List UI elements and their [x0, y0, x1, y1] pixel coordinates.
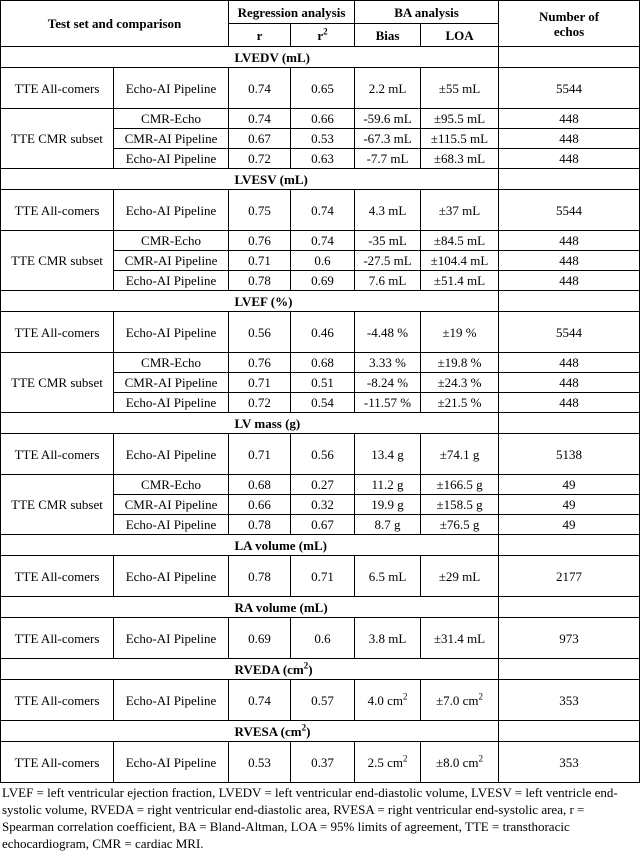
section-title-text: RA volume (mL): [234, 599, 328, 615]
loa-value: ±31.4 mL: [433, 630, 486, 646]
table-row: [1, 231, 640, 251]
loa-cell: [421, 68, 499, 109]
r2-cell: 0.32: [291, 495, 355, 515]
count-cell: 448: [499, 251, 640, 271]
section-spacer: [1, 413, 229, 434]
test-set-cell: TTE All-comers: [1, 618, 114, 659]
bias-value: -27.5 mL: [363, 253, 412, 268]
section-spacer: [1, 597, 229, 618]
count-cell: 5138: [499, 434, 640, 475]
loa-value: ±24.3 %: [437, 375, 482, 390]
r-cell: 0.68: [229, 475, 291, 495]
test-set-cell: TTE CMR subset: [1, 109, 114, 169]
test-set-cell: TTE CMR subset: [1, 353, 114, 413]
loa-cell: [421, 680, 499, 721]
bias-cell: [355, 149, 421, 169]
bias-cell: [355, 271, 421, 291]
bias-cell: [355, 373, 421, 393]
r-cell: 0.71: [229, 251, 291, 271]
section-spacer: [1, 535, 229, 556]
header-loa: LOA: [421, 24, 499, 47]
section-spacer: [499, 47, 640, 68]
comparison-cell: Echo-AI Pipeline: [114, 190, 229, 231]
loa-value: ±19 %: [442, 324, 477, 340]
section-row: [1, 597, 640, 618]
section-row: [1, 535, 640, 556]
loa-value: ±104.4 mL: [430, 253, 489, 268]
count-cell: 5544: [499, 68, 640, 109]
bias-value: 4.0 cm: [367, 692, 403, 708]
bias-value: 3.33 %: [369, 355, 406, 370]
r-cell: 0.75: [229, 190, 291, 231]
section-row: [1, 721, 640, 742]
r-cell: 0.78: [229, 556, 291, 597]
section-spacer: [499, 413, 640, 434]
loa-value: ±68.3 mL: [433, 151, 486, 166]
bias-cell: [355, 353, 421, 373]
header-test-set: Test set and comparison: [1, 1, 229, 47]
loa-unit-sup: 2: [478, 753, 484, 764]
loa-cell: [421, 149, 499, 169]
bias-value: 4.3 mL: [368, 202, 407, 218]
section-title-text: LVEDV (mL): [234, 49, 311, 65]
r-cell: 0.78: [229, 271, 291, 291]
section-spacer: [499, 597, 640, 618]
loa-cell: [421, 393, 499, 413]
loa-cell: [421, 475, 499, 495]
bias-cell: [355, 251, 421, 271]
r-cell: 0.74: [229, 68, 291, 109]
r2-cell: 0.71: [291, 556, 355, 597]
section-spacer: [1, 721, 229, 742]
count-cell: 448: [499, 373, 640, 393]
comparison-cell: Echo-AI Pipeline: [114, 556, 229, 597]
loa-value: ±166.5 g: [436, 477, 483, 492]
header-r2-sup: 2: [323, 26, 328, 37]
comparison-cell: Echo-AI Pipeline: [114, 618, 229, 659]
bias-value: 6.5 mL: [368, 568, 407, 584]
bias-value: -59.6 mL: [363, 111, 412, 126]
bias-value: -67.3 mL: [363, 131, 412, 146]
bias-cell: [355, 515, 421, 535]
test-set-cell: TTE All-comers: [1, 434, 114, 475]
section-spacer: [499, 659, 640, 680]
header-r: r: [229, 24, 291, 47]
comparison-cell: Echo-AI Pipeline: [114, 149, 229, 169]
comparison-cell: CMR-AI Pipeline: [114, 251, 229, 271]
loa-cell: [421, 373, 499, 393]
r2-cell: 0.37: [291, 742, 355, 783]
comparison-cell: Echo-AI Pipeline: [114, 515, 229, 535]
r-cell: 0.53: [229, 742, 291, 783]
bias-value: 11.2 g: [371, 477, 404, 492]
loa-value: ±74.1 g: [439, 446, 480, 462]
r2-cell: 0.74: [291, 190, 355, 231]
r-cell: 0.66: [229, 495, 291, 515]
comparison-cell: CMR-Echo: [114, 231, 229, 251]
test-set-cell: TTE All-comers: [1, 312, 114, 353]
count-cell: 49: [499, 495, 640, 515]
table-row: [1, 312, 640, 353]
table-row: [1, 618, 640, 659]
bias-value: -35 mL: [368, 233, 407, 248]
r2-cell: 0.46: [291, 312, 355, 353]
section-title: [229, 169, 499, 190]
header-r2: [291, 24, 355, 47]
header-bias: Bias: [355, 24, 421, 47]
bias-cell: [355, 312, 421, 353]
count-cell: 448: [499, 129, 640, 149]
loa-cell: [421, 231, 499, 251]
r2-cell: 0.53: [291, 129, 355, 149]
bias-cell: [355, 495, 421, 515]
bias-cell: [355, 231, 421, 251]
comparison-cell: Echo-AI Pipeline: [114, 68, 229, 109]
r-cell: 0.71: [229, 373, 291, 393]
table-footnote: LVEF = left ventricular ejection fraction, LVEDV = left ventricular end-diastolic volume, LVESV = left ventricle end-systolic volume, RVEDA = right ventricular end-diastolic area, RVESA = right ventricular end-systolic area, r = Spearman correlation coefficient, BA = Bland-Altman, LOA = 95% limits of agreement, TTE = transthoracic echocardiogram, CMR = cardiac MRI.: [2, 785, 618, 851]
section-spacer: [1, 169, 229, 190]
comparison-cell: Echo-AI Pipeline: [114, 271, 229, 291]
bias-cell: [355, 434, 421, 475]
r-cell: 0.74: [229, 680, 291, 721]
count-cell: 448: [499, 109, 640, 129]
section-spacer: [499, 535, 640, 556]
section-title: [229, 291, 499, 312]
section-title: [229, 535, 499, 556]
table-row: [1, 434, 640, 475]
header-number: [499, 1, 640, 47]
bias-cell: [355, 129, 421, 149]
count-cell: 973: [499, 618, 640, 659]
loa-value: ±51.4 mL: [433, 273, 486, 288]
r-cell: 0.71: [229, 434, 291, 475]
section-spacer: [499, 721, 640, 742]
section-title-text: LA volume (mL): [234, 537, 327, 553]
count-cell: 5544: [499, 190, 640, 231]
loa-value: ±7.0 cm: [436, 692, 479, 708]
section-spacer: [1, 47, 229, 68]
count-cell: 448: [499, 271, 640, 291]
r-cell: 0.67: [229, 129, 291, 149]
section-title-text: RVEDA (cm: [234, 661, 304, 677]
section-title: [229, 721, 499, 742]
bias-value: 8.7 g: [374, 517, 401, 532]
comparison-cell: Echo-AI Pipeline: [114, 680, 229, 721]
section-spacer: [499, 291, 640, 312]
comparison-cell: CMR-AI Pipeline: [114, 373, 229, 393]
r-cell: 0.76: [229, 353, 291, 373]
bias-cell: [355, 680, 421, 721]
loa-value: ±55 mL: [438, 80, 481, 96]
header-row-1: [1, 1, 640, 24]
section-title: [229, 597, 499, 618]
table-row: [1, 556, 640, 597]
header-regression: Regression analysis: [229, 1, 355, 24]
comparison-cell: CMR-AI Pipeline: [114, 495, 229, 515]
section-spacer: [499, 169, 640, 190]
section-title: [229, 659, 499, 680]
bias-value: 3.8 mL: [368, 630, 407, 646]
bias-cell: [355, 618, 421, 659]
section-row: [1, 291, 640, 312]
loa-cell: [421, 515, 499, 535]
loa-cell: [421, 556, 499, 597]
r-cell: 0.69: [229, 618, 291, 659]
section-title-text: LVEF (%): [234, 293, 293, 309]
r2-cell: 0.67: [291, 515, 355, 535]
r-cell: 0.56: [229, 312, 291, 353]
bias-cell: [355, 393, 421, 413]
table-body: [1, 47, 640, 783]
loa-cell: [421, 190, 499, 231]
r2-cell: 0.66: [291, 109, 355, 129]
section-row: [1, 659, 640, 680]
test-set-cell: TTE All-comers: [1, 742, 114, 783]
r-cell: 0.72: [229, 393, 291, 413]
bias-value: 13.4 g: [371, 446, 404, 462]
r-cell: 0.74: [229, 109, 291, 129]
bias-cell: [355, 475, 421, 495]
section-title-text: LVESV (mL): [234, 171, 308, 187]
loa-cell: [421, 271, 499, 291]
table-row: [1, 680, 640, 721]
comparison-cell: CMR-Echo: [114, 353, 229, 373]
bias-cell: [355, 109, 421, 129]
bias-cell: [355, 556, 421, 597]
count-cell: 49: [499, 515, 640, 535]
loa-value: ±29 mL: [438, 568, 481, 584]
r2-cell: 0.51: [291, 373, 355, 393]
count-cell: 448: [499, 231, 640, 251]
test-set-cell: TTE All-comers: [1, 190, 114, 231]
table-row: [1, 353, 640, 373]
loa-cell: [421, 109, 499, 129]
bias-cell: [355, 190, 421, 231]
test-set-cell: TTE All-comers: [1, 680, 114, 721]
loa-value: ±19.8 %: [437, 355, 482, 370]
comparison-cell: CMR-Echo: [114, 475, 229, 495]
section-title: [229, 413, 499, 434]
bias-value: -4.48 %: [366, 324, 409, 340]
r2-cell: 0.57: [291, 680, 355, 721]
loa-cell: [421, 742, 499, 783]
count-cell: 448: [499, 353, 640, 373]
r2-cell: 0.6: [291, 618, 355, 659]
section-title-text: LV mass (g): [234, 415, 301, 431]
r2-cell: 0.27: [291, 475, 355, 495]
bias-cell: [355, 742, 421, 783]
r-cell: 0.72: [229, 149, 291, 169]
comparison-cell: CMR-Echo: [114, 109, 229, 129]
section-title-sup: 2: [301, 722, 307, 733]
header-number-label: Number of echos: [539, 8, 600, 39]
loa-value: ±84.5 mL: [433, 233, 486, 248]
count-cell: 2177: [499, 556, 640, 597]
header-r2-base: r: [317, 27, 324, 43]
r2-cell: 0.68: [291, 353, 355, 373]
test-set-cell: TTE CMR subset: [1, 231, 114, 291]
count-cell: 448: [499, 149, 640, 169]
section-title-sup: 2: [303, 660, 309, 671]
loa-unit-sup: 2: [478, 691, 484, 702]
loa-value: ±21.5 %: [437, 395, 482, 410]
count-cell: 353: [499, 742, 640, 783]
section-spacer: [1, 659, 229, 680]
test-set-cell: TTE All-comers: [1, 68, 114, 109]
section-row: [1, 169, 640, 190]
table-row: [1, 109, 640, 129]
bias-value: 19.9 g: [371, 497, 404, 512]
r2-cell: 0.69: [291, 271, 355, 291]
test-set-cell: TTE CMR subset: [1, 475, 114, 535]
bias-value: -7.7 mL: [366, 151, 409, 166]
section-title: [229, 47, 499, 68]
loa-value: ±115.5 mL: [430, 131, 489, 146]
count-cell: 353: [499, 680, 640, 721]
r2-cell: 0.54: [291, 393, 355, 413]
loa-cell: [421, 353, 499, 373]
comparison-cell: CMR-AI Pipeline: [114, 129, 229, 149]
comparison-cell: Echo-AI Pipeline: [114, 393, 229, 413]
loa-value: ±76.5 g: [439, 517, 480, 532]
loa-cell: [421, 495, 499, 515]
count-cell: 49: [499, 475, 640, 495]
count-cell: 5544: [499, 312, 640, 353]
table-row: [1, 68, 640, 109]
r2-cell: 0.63: [291, 149, 355, 169]
loa-value: ±8.0 cm: [436, 754, 479, 770]
comparison-cell: Echo-AI Pipeline: [114, 312, 229, 353]
header-ba: BA analysis: [355, 1, 499, 24]
bias-value: 2.2 mL: [368, 80, 407, 96]
bias-unit-sup: 2: [402, 691, 408, 702]
loa-value: ±95.5 mL: [433, 111, 486, 126]
comparison-cell: Echo-AI Pipeline: [114, 434, 229, 475]
table-row: [1, 742, 640, 783]
test-set-cell: TTE All-comers: [1, 556, 114, 597]
r2-cell: 0.56: [291, 434, 355, 475]
bias-value: 7.6 mL: [368, 273, 407, 288]
table-row: [1, 475, 640, 495]
bias-unit-sup: 2: [402, 753, 408, 764]
section-spacer: [1, 291, 229, 312]
section-title-text: RVESA (cm: [234, 723, 302, 739]
bias-cell: [355, 68, 421, 109]
loa-cell: [421, 312, 499, 353]
r2-cell: 0.6: [291, 251, 355, 271]
section-row: [1, 47, 640, 68]
r-cell: 0.76: [229, 231, 291, 251]
bias-value: 2.5 cm: [367, 754, 403, 770]
loa-value: ±37 mL: [438, 202, 481, 218]
loa-cell: [421, 251, 499, 271]
loa-cell: [421, 129, 499, 149]
r2-cell: 0.74: [291, 231, 355, 251]
table-row: [1, 190, 640, 231]
section-row: [1, 413, 640, 434]
loa-cell: [421, 618, 499, 659]
section-title-tail: ): [308, 661, 313, 677]
bias-value: -8.24 %: [366, 375, 409, 390]
bias-value: -11.57 %: [363, 395, 412, 410]
section-title-tail: ): [306, 723, 311, 739]
loa-value: ±158.5 g: [436, 497, 483, 512]
r-cell: 0.78: [229, 515, 291, 535]
loa-cell: [421, 434, 499, 475]
count-cell: 448: [499, 393, 640, 413]
comparison-cell: Echo-AI Pipeline: [114, 742, 229, 783]
r2-cell: 0.65: [291, 68, 355, 109]
